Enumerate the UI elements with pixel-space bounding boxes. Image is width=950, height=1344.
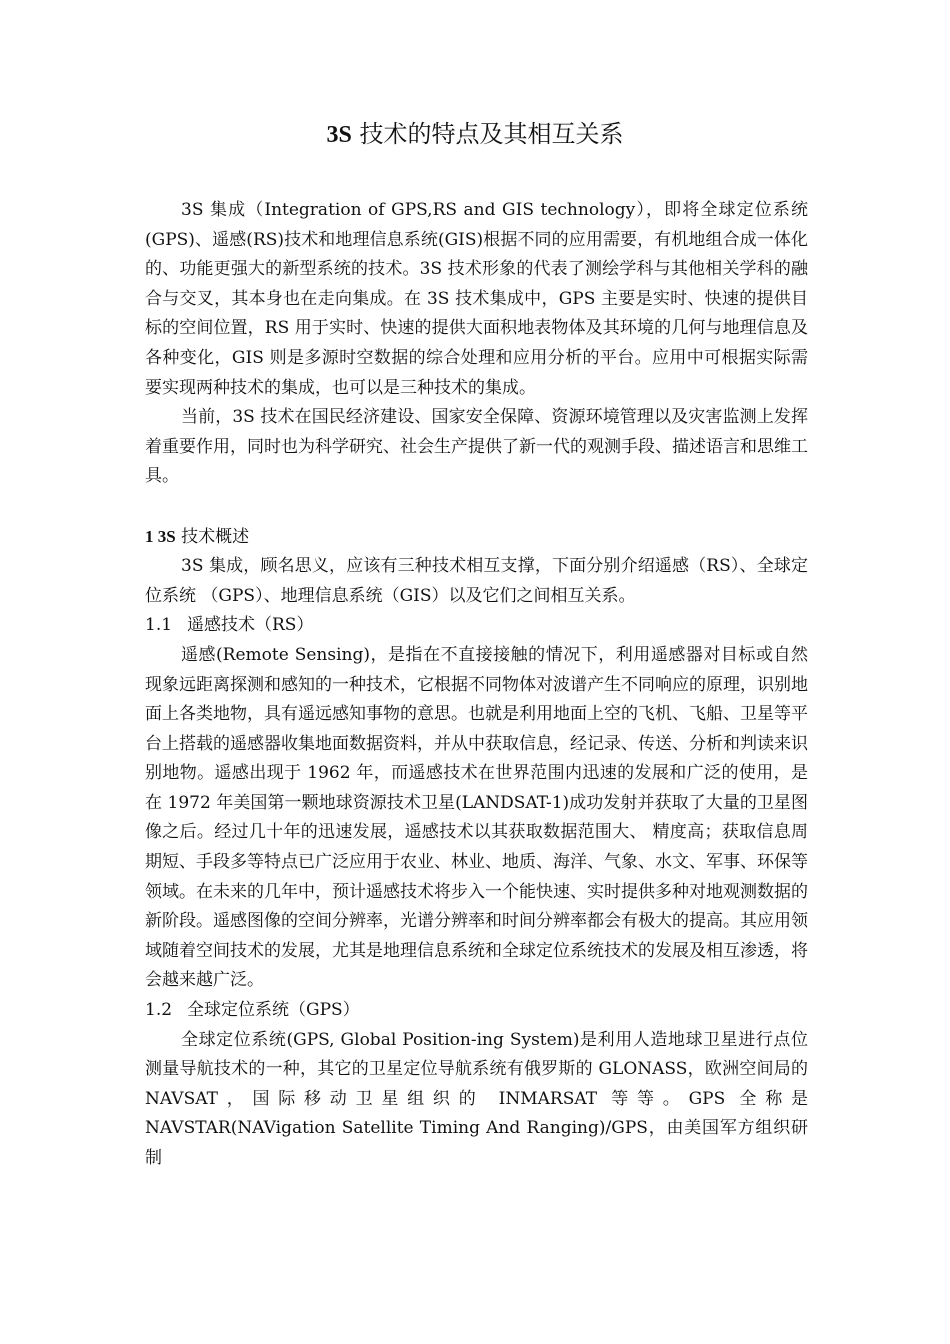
section-1-2-paragraph: 全球定位系统(GPS, Global Position-ing System)是利用人造地球卫星进行点位测量导航技术的一种，其它的卫星定位导航系统有俄罗斯的 GLONASS，欧洲空间局的 NAVSAT，国际移动卫星组织的 INMARSAT 等等。GPS 全称是 NAVSTAR(NAVigation Satellite Timing And Ranging)/GPS，由美国军方组织研制: [145, 1029, 808, 1168]
section-1-paragraph: 3S 集成，顾名思义，应该有三种技术相互支撑，下面分别介绍遥感（RS）、全球定位系统 （GPS）、地理信息系统（GIS）以及它们之间相互关系。: [145, 556, 808, 606]
section-1-1-paragraph: 遥感(Remote Sensing)，是指在不直接接触的情况下，利用遥感器对目标或自然现象远距离探测和感知的一种技术，它根据不同物体对波谱产生不同响应的原理，识别地面上各类地物，具有遥远感知事物的意思。也就是利用地面上空的飞机、飞船、卫星等平台上搭载的遥感器收集地面数据资料，并从中获取信息，经记录、传送、分析和判读来识别地物。遥感出现于 1962 年，而遥感技术在世界范围内迅速的发展和广泛的使用，是在 1972 年美国第一颗地球资源技术卫星(LANDSAT-1)成功发射并获取了大量的卫星图像之后。经过几十年的迅速发展，遥感技术以其获取数据范围大、 精度高；获取信息周期短、手段多等特点已广泛应用于农业、林业、地质、海洋、气象、水文、军事、环保等领域。在未来的几年中，预计遥感技术将步入一个能快速、实时提供多种对地观测数据的新阶段。遥感图像的空间分辨率，光谱分辨率和时间分辨率都会有极大的提高。其应用领域随着空间技术的发展，尤其是地理信息系统和全球定位系统技术的发展及相互渗透，将会越来越广泛。: [145, 644, 808, 991]
section-1-2-title: 全球定位系统（GPS）: [187, 1000, 360, 1021]
section-1-number: 1 3S: [145, 526, 176, 546]
document-body: [145, 196, 808, 1174]
page-title: [0, 118, 950, 151]
section-1-2-number: 1.2: [145, 1000, 173, 1021]
section-1-1-number: 1.1: [145, 615, 173, 636]
title-text: 技术的特点及其相互关系: [351, 120, 624, 148]
intro-paragraph-1: 3S 集成（Integration of GPS,RS and GIS technology），即将全球定位系统(GPS)、遥感(RS)技术和地理信息系统(GIS)根据不同的应用需要，有机地组合成一体化的、功能更强大的新型系统的技术。3S 技术形象的代表了测绘学科与其他相关学科的融合与交叉，其本身也在走向集成。在 3S 技术集成中，GPS 主要是实时、快速的提供目标的空间位置，RS 用于实时、快速的提供大面积地表物体及其环境的几何与地理信息及各种变化，GIS 则是多源时空数据的综合处理和应用分析的平台。应用中可根据实际需要实现两种技术的集成，也可以是三种技术的集成。: [145, 200, 808, 398]
title-prefix: 3S: [326, 122, 352, 148]
section-1-title: 技术概述: [175, 526, 250, 547]
section-1-heading: [145, 522, 808, 553]
intro-paragraph-2: 当前，3S 技术在国民经济建设、国家安全保障、资源环境管理以及灾害监测上发挥着重要作用，同时也为科学研究、社会生产提供了新一代的观测手段、描述语言和思维工具。: [145, 407, 808, 487]
section-1-1-title: 遥感技术（RS）: [187, 615, 314, 636]
section-1-2-heading: [145, 996, 808, 1026]
section-1-1-heading: [145, 611, 808, 641]
section-gap: [145, 492, 808, 522]
